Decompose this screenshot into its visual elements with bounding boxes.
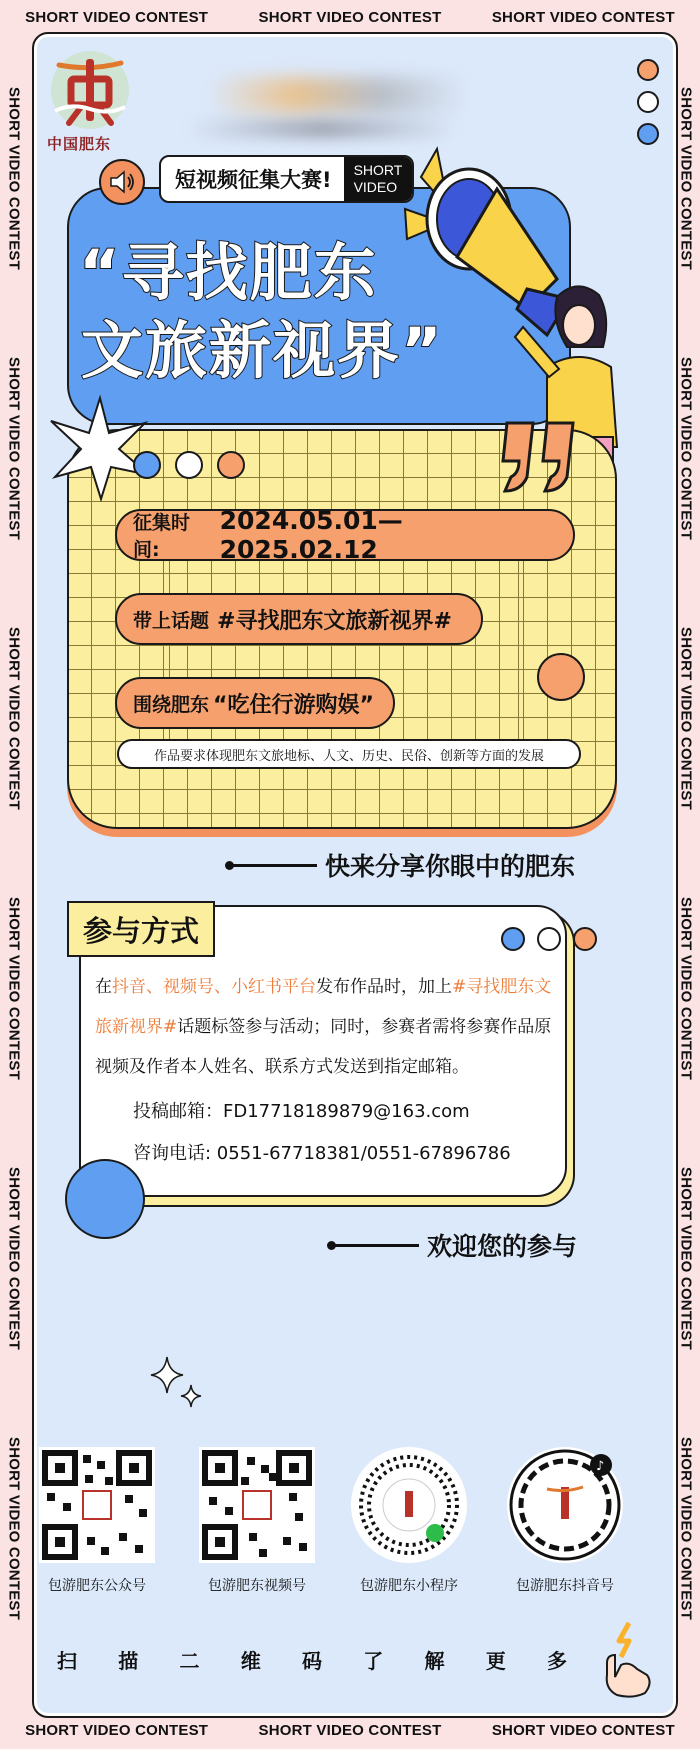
bottom-frame-strip xyxy=(0,1722,700,1744)
qr-douyin[interactable] xyxy=(505,1447,625,1595)
frame-label: SHORT VIDEO CONTEST xyxy=(491,9,675,26)
participation-title: 参与方式 xyxy=(67,901,215,957)
body-text: 话题标签参与活动；同时，参赛者需将参赛作品原视频及作者本人姓名、联系方式发送到指定邮箱。 xyxy=(95,1017,552,1077)
frame-label: SHORT VIDEO CONTEST xyxy=(25,1722,209,1739)
qr-video-account[interactable] xyxy=(197,1447,317,1595)
slogan-line xyxy=(231,864,317,867)
body-text: 发布作品时，加上 xyxy=(316,977,452,997)
topic-highlight: #寻找肥东文旅新视界# xyxy=(95,977,552,1037)
theme-value: “吃住行游购娱” xyxy=(213,692,374,718)
frame-label: SHORT VIDEO CONTEST xyxy=(677,357,695,540)
submission-email: 投稿邮箱：FD17718189879@163.com xyxy=(133,1101,470,1122)
orange-dot xyxy=(217,451,245,479)
motion-blur-decoration xyxy=(187,119,457,139)
requirement-note: 作品要求体现肥东文旅地标、人文、历史、民俗、创新等方面的发展 xyxy=(117,739,581,769)
tag-sub-line: SHORT xyxy=(353,162,403,178)
scan-char: 描 xyxy=(118,1649,139,1673)
pointing-hand-icon xyxy=(593,1619,657,1699)
scan-char: 二 xyxy=(179,1649,200,1673)
scan-char: 多 xyxy=(547,1649,567,1673)
logo-text: 中国肥东 xyxy=(47,135,112,153)
qr-official-account[interactable] xyxy=(37,1447,157,1595)
qr-label: 包游肥东抖音号 xyxy=(516,1578,614,1594)
quote-mark-icon xyxy=(497,417,587,497)
speaker-icon xyxy=(99,159,145,205)
tag-main-text: 短视频征集大赛! xyxy=(175,168,332,192)
white-dot xyxy=(175,451,203,479)
time-label: 征集时间: xyxy=(133,512,191,561)
scan-char: 了 xyxy=(363,1649,384,1673)
frame-label: SHORT VIDEO CONTEST xyxy=(677,627,695,810)
logo xyxy=(47,51,137,154)
slogan-line xyxy=(333,1244,419,1247)
scan-char: 扫 xyxy=(57,1649,77,1673)
participation-body xyxy=(95,967,565,1087)
frame-label: SHORT VIDEO CONTEST xyxy=(5,1437,23,1620)
frame-label: SHORT VIDEO CONTEST xyxy=(491,1722,675,1739)
qr-label: 包游肥东公众号 xyxy=(48,1578,146,1594)
title-line-1: “寻找肥东 xyxy=(79,236,378,309)
motion-blur-decoration xyxy=(207,77,467,113)
consult-phone: 咨询电话: 0551-67718381/0551-67896786 xyxy=(133,1143,511,1164)
orange-dot xyxy=(637,59,659,81)
frame-label: SHORT VIDEO CONTEST xyxy=(5,357,23,540)
theme-pill xyxy=(115,677,395,729)
contest-tag xyxy=(159,155,414,203)
frame-label: SHORT VIDEO CONTEST xyxy=(25,9,209,26)
orange-dot xyxy=(573,927,597,951)
title-line-2: 文旅新视界” xyxy=(81,314,444,387)
scan-char: 解 xyxy=(424,1649,445,1673)
tag-sub-line: VIDEO xyxy=(353,179,398,195)
decorative-circle xyxy=(65,1159,145,1239)
frame-label: SHORT VIDEO CONTEST xyxy=(5,1167,23,1350)
decorative-dots xyxy=(133,451,245,479)
topic-pill xyxy=(115,593,483,645)
svg-text:♪: ♪ xyxy=(596,1459,605,1474)
platforms-highlight: 抖音、视频号、小红书平台 xyxy=(112,977,316,997)
left-frame-strip xyxy=(3,60,25,1700)
scan-char: 码 xyxy=(302,1649,322,1673)
top-frame-strip xyxy=(0,9,700,31)
slogan-share-text: 快来分享你眼中的肥东 xyxy=(325,852,576,881)
blue-dot xyxy=(133,451,161,479)
blue-dot xyxy=(637,123,659,145)
collection-time-pill xyxy=(115,506,575,564)
slogan-welcome xyxy=(333,1227,577,1263)
qr-code-icon xyxy=(199,1447,315,1563)
decorative-circle xyxy=(537,653,585,701)
qr-mini-program[interactable] xyxy=(349,1447,469,1595)
blue-dot xyxy=(501,927,525,951)
scan-char: 维 xyxy=(240,1649,261,1673)
frame-label: SHORT VIDEO CONTEST xyxy=(677,897,695,1080)
white-dot xyxy=(537,927,561,951)
topic-value: #寻找肥东文旅新视界# xyxy=(217,608,452,634)
qr-label: 包游肥东小程序 xyxy=(360,1578,458,1594)
body-text: 在 xyxy=(95,977,112,997)
frame-label: SHORT VIDEO CONTEST xyxy=(5,87,23,270)
douyin-code-icon xyxy=(507,1447,623,1563)
poster xyxy=(34,34,676,1716)
qr-code-icon xyxy=(39,1447,155,1563)
theme-label: 围绕肥东 xyxy=(133,693,210,716)
mini-program-code-icon xyxy=(351,1447,467,1563)
frame-label: SHORT VIDEO CONTEST xyxy=(677,1437,695,1620)
scan-char: 更 xyxy=(485,1649,506,1673)
frame-label: SHORT VIDEO CONTEST xyxy=(5,897,23,1080)
frame-label: SHORT VIDEO CONTEST xyxy=(5,627,23,810)
right-frame-strip xyxy=(675,60,697,1700)
sparkle-icon xyxy=(149,1355,209,1415)
logo-emblem-icon xyxy=(51,51,129,129)
starburst-icon xyxy=(45,393,155,503)
slogan-welcome-text: 欢迎您的参与 xyxy=(427,1232,578,1261)
slogan-share xyxy=(231,847,575,883)
frame-label: SHORT VIDEO CONTEST xyxy=(258,9,442,26)
scan-prompt xyxy=(57,1645,567,1674)
frame-label: SHORT VIDEO CONTEST xyxy=(677,87,695,270)
decorative-dots xyxy=(637,59,659,145)
time-value: 2024.05.01—2025.02.12 xyxy=(219,506,403,564)
qr-label: 包游肥东视频号 xyxy=(208,1578,306,1594)
frame-label: SHORT VIDEO CONTEST xyxy=(258,1722,442,1739)
decorative-dots xyxy=(501,927,597,951)
topic-label: 带上话题 xyxy=(133,609,210,632)
white-dot xyxy=(637,91,659,113)
frame-label: SHORT VIDEO CONTEST xyxy=(677,1167,695,1350)
